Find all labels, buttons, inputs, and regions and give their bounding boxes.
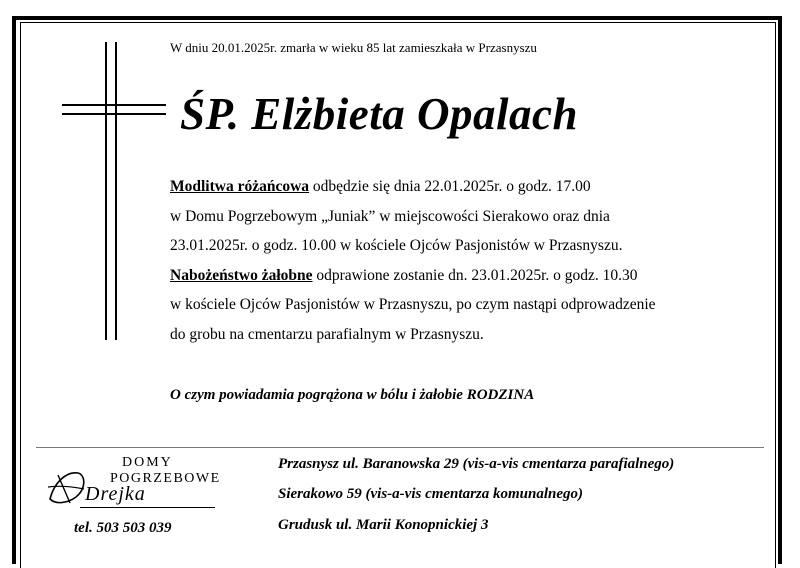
footer-divider bbox=[36, 447, 764, 448]
details-text: odprawione zostanie dn. 23.01.2025r. o godz. 10.30 bbox=[312, 266, 638, 284]
death-intro-text: W dniu 20.01.2025r. zmarła w wieku 85 lat zamieszkała w Przasnyszu bbox=[170, 40, 537, 55]
ceremony-details bbox=[170, 172, 770, 349]
mass-label: Nabożeństwo żałobne bbox=[170, 266, 313, 284]
details-text: odbędzie się dnia 22.01.2025r. o godz. 17.00 bbox=[309, 178, 591, 195]
address-sierakowo: Sierakowo 59 (vis-a-vis cmentarza komunalnego) bbox=[278, 486, 584, 502]
closing-text: O czym powiadamia pogrążona w bólu i żałobie RODZINA bbox=[170, 387, 535, 403]
details-line bbox=[170, 172, 770, 202]
details-line: w kościele Ojców Pasjonistów w Przasnyszu, po czym nastąpi odprowadzenie bbox=[170, 296, 656, 313]
details-line: do grobu na cmentarzu parafialnym w Przasnyszu. bbox=[170, 325, 484, 343]
deceased-name: ŚP. Elżbieta Opalach bbox=[180, 89, 578, 139]
rosary-label: Modlitwa różańcowa bbox=[170, 178, 310, 195]
funeral-home-logo bbox=[40, 455, 220, 515]
phone-number: tel. 503 503 039 bbox=[74, 520, 172, 536]
details-line bbox=[170, 261, 770, 291]
logo-text-drejka: Drejka bbox=[85, 483, 146, 505]
logo-text-domy: DOMY bbox=[122, 455, 173, 470]
logo-underline bbox=[80, 507, 215, 508]
details-line: 23.01.2025r. o godz. 10.00 w kościele Ojców Pasjonistów w Przasnyszu. bbox=[170, 237, 623, 254]
logo-mark-icon bbox=[44, 465, 90, 509]
address-przasnysz: Przasnysz ul. Baranowska 29 (vis-a-vis cmentarza parafialnego) bbox=[278, 456, 675, 472]
address-grudusk: Grudusk ul. Marii Konopnickiej 3 bbox=[278, 517, 489, 533]
logo-text-pogrzebowe: POGRZEBOWE bbox=[110, 471, 221, 486]
details-line: w Domu Pogrzebowym „Juniak” w miejscowości Sierakowo oraz dnia bbox=[170, 207, 610, 225]
